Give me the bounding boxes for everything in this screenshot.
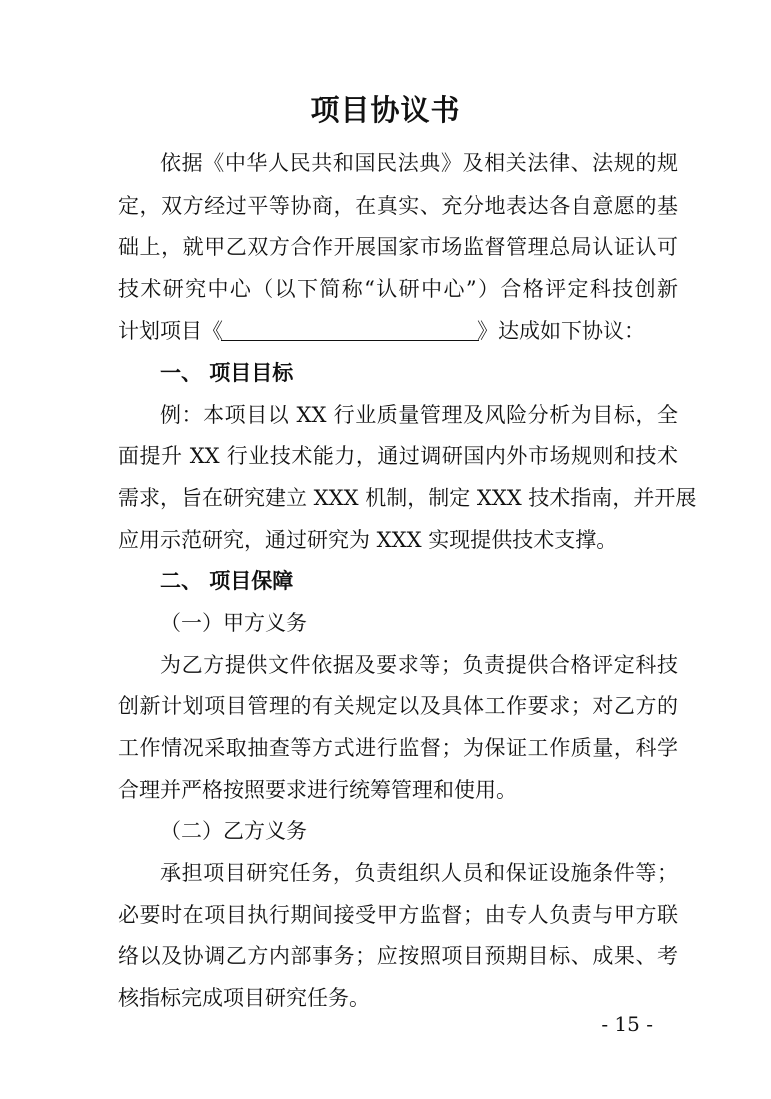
intro-line-3: 础上，就甲乙双方合作开展国家市场监督管理总局认证认可: [118, 235, 678, 259]
section-1-line-4: 应用示范研究，通过研究为 XXX 实现提供技术支撑。: [118, 528, 618, 552]
section-1-heading: 一、 项目目标: [160, 361, 294, 385]
project-name-blank: [221, 318, 479, 341]
party-b-heading: （二）乙方义务: [160, 819, 307, 843]
project-name-suffix: 》达成如下协议：: [477, 319, 645, 343]
party-a-line-4: 合理并严格按照要求进行统筹管理和使用。: [118, 778, 517, 802]
party-a-line-3: 工作情况采取抽查等方式进行监督；为保证工作质量，科学: [118, 736, 678, 760]
party-a-line-1: 为乙方提供文件依据及要求等；负责提供合格评定科技: [160, 653, 678, 677]
section-1-line-3: 需求，旨在研究建立 XXX 机制，制定 XXX 技术指南，并开展: [118, 486, 697, 510]
party-b-line-1: 承担项目研究任务，负责组织人员和保证设施条件等；: [160, 861, 678, 885]
intro-line-1: 依据《中华人民共和国民法典》及相关法律、法规的规: [160, 151, 678, 175]
document-title: 项目协议书: [310, 93, 461, 127]
intro-line-5: [118, 316, 678, 346]
party-b-line-4: 核指标完成项目研究任务。: [118, 986, 370, 1010]
party-a-line-2: 创新计划项目管理的有关规定以及具体工作要求；对乙方的: [118, 694, 678, 718]
intro-line-4: 技术研究中心（以下简称“认研中心”）合格评定科技创新: [118, 277, 678, 301]
party-b-line-2: 必要时在项目执行期间接受甲方监督；由专人负责与甲方联: [118, 903, 678, 927]
page-number: - 15 -: [601, 1012, 653, 1036]
section-2-heading: 二、 项目保障: [160, 569, 294, 593]
intro-line-2: 定，双方经过平等协商，在真实、充分地表达各自意愿的基: [118, 194, 678, 218]
section-1-line-1: 例：本项目以 XX 行业质量管理及风险分析为目标，全: [160, 403, 678, 427]
party-b-line-3: 络以及协调乙方内部事务；应按照项目预期目标、成果、考: [118, 944, 678, 968]
project-name-prefix: 计划项目《: [118, 319, 223, 343]
section-1-line-2: 面提升 XX 行业技术能力，通过调研国内外市场规则和技术: [118, 444, 678, 468]
party-a-heading: （一）甲方义务: [160, 611, 307, 635]
